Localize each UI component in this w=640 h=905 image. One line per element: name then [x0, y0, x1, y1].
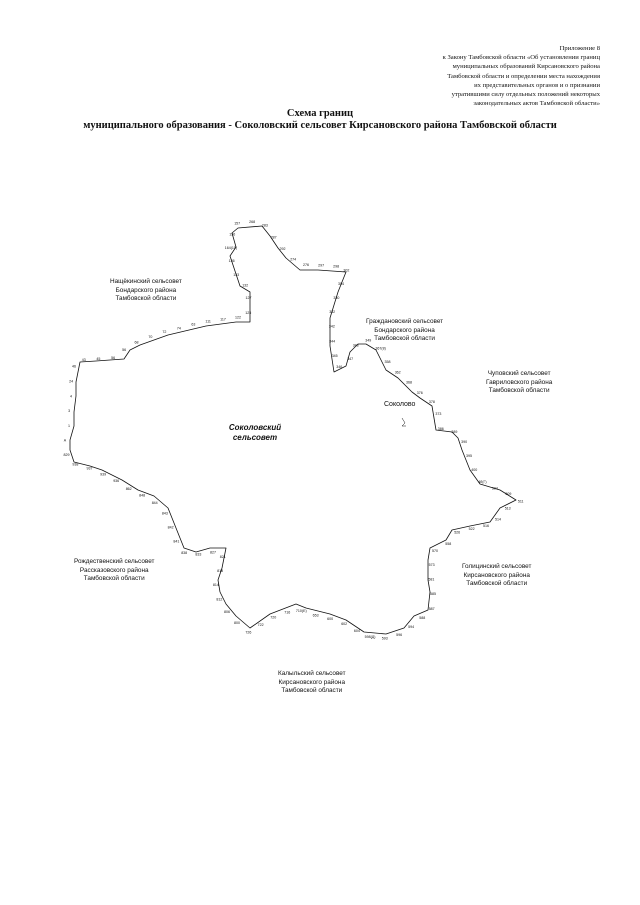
- boundary-point-label: 283: [261, 223, 268, 228]
- village-label: Соколово: [384, 401, 416, 408]
- boundary-point-label: 157: [234, 221, 241, 226]
- boundary-point-label: 344: [329, 339, 336, 344]
- boundary-point-label: 726: [245, 630, 252, 635]
- neighbor-label-rozhdestvensky: [74, 558, 154, 584]
- boundary-point-label: 716: [284, 610, 291, 615]
- boundary-point-label: 389: [451, 429, 458, 434]
- neighbor-label-line: Тамбовской области: [115, 295, 177, 303]
- boundary-point-label: 45: [96, 356, 101, 361]
- boundary-point-label: 862: [125, 487, 132, 492]
- boundary-point-label: 522: [468, 527, 475, 532]
- boundary-point-label: 164(10): [224, 245, 238, 250]
- neighbor-label-nashchekinsky: [110, 278, 182, 304]
- boundary-point-label: 598(Д): [364, 635, 376, 640]
- boundary-point-label: 342: [328, 324, 335, 329]
- boundary-point-label: 514: [495, 517, 501, 522]
- boundary-point-label: 814: [212, 583, 219, 588]
- boundary-point-label: 833: [195, 552, 202, 557]
- boundary-point-label: 304: [338, 282, 344, 287]
- boundary-point-label: 297: [318, 263, 325, 268]
- boundary-point-label: 509: [505, 491, 512, 496]
- boundary-point-label: 358: [384, 360, 391, 365]
- appendix-line: к Закону Тамбовской области «Об установлении границ: [442, 54, 600, 62]
- boundary-point-label: 511: [517, 499, 524, 504]
- boundary-point-label: 330: [333, 296, 340, 300]
- boundary-point-label: 570: [432, 548, 438, 553]
- boundary-point-label: 526: [454, 530, 461, 535]
- boundary-point-label: 43: [81, 358, 86, 363]
- boundary-point-label: А: [63, 438, 67, 443]
- boundary-point-label: 585: [430, 592, 436, 597]
- neighbor-label-line: Гавриловского района: [486, 378, 553, 386]
- boundary-point-label: 74: [176, 326, 181, 331]
- neighbor-label-line: Кирсановского района: [278, 678, 346, 686]
- municipality-name: [215, 423, 295, 443]
- municipality-name-line: Соколовский: [228, 423, 282, 432]
- neighbor-label-chupovsky: [486, 370, 552, 396]
- boundary-point-label: 376: [416, 391, 423, 396]
- boundary-point-label: 70: [148, 335, 153, 340]
- boundary-point-label: 806: [224, 610, 230, 614]
- boundary-point-label: 24: [69, 379, 74, 384]
- appendix-line: Приложение 8: [559, 45, 600, 52]
- boundary-point-label: 378: [428, 399, 435, 404]
- neighbor-label-line: Тамбовской области: [488, 387, 550, 395]
- appendix-line: Тамбовской области и определении места нахождения: [447, 72, 600, 80]
- boundary-point-label: 843: [161, 511, 168, 516]
- boundary-point-label: 56: [122, 348, 127, 353]
- boundary-point-label: 390: [461, 439, 468, 444]
- neighbor-label-line: Тамбовской области: [281, 687, 343, 695]
- boundary-point-label: 136: [228, 259, 235, 264]
- boundary-point-label: 292: [279, 247, 286, 252]
- boundary-point-label: 1: [68, 424, 70, 429]
- boundary-point-label: 72: [162, 330, 167, 334]
- municipality-name-line: сельсовет: [232, 433, 278, 442]
- boundary-point-label: 348: [352, 343, 359, 348]
- boundary-point-label: 68: [134, 340, 139, 345]
- boundary-point-label: 133: [233, 273, 240, 277]
- boundary-point-label: 800: [234, 621, 240, 625]
- boundary-point-label: 844: [151, 501, 158, 505]
- boundary-point-label: 302: [343, 268, 350, 273]
- boundary-point-label: 298: [333, 264, 340, 269]
- boundary-point-label: 156: [229, 232, 236, 237]
- appendix-line: законодательных актов Тамбовской области»: [473, 100, 600, 108]
- neighbor-label-line: Чуповский сельсовет: [487, 370, 551, 377]
- boundary-point-label: 117: [220, 317, 226, 322]
- boundary-point-label: 368: [406, 380, 412, 385]
- boundary-point-label: 4: [70, 394, 72, 399]
- neighbor-label-line: Тамбовской области: [466, 580, 528, 588]
- boundary-point-label: 588: [419, 616, 426, 620]
- neighbor-label-line: Тамбовской области: [83, 575, 145, 583]
- boundary-point-label: 558: [445, 542, 452, 546]
- neighbor-label-line: Калыльский сельсовет: [278, 670, 346, 677]
- boundary-point-label: 937: [86, 466, 93, 471]
- boundary-point-label: 936: [113, 479, 120, 484]
- boundary-point-label: 4б(Г): [478, 480, 487, 485]
- boundary-point-label: 513: [504, 506, 511, 511]
- neighbor-label-line: Рассказовского района: [79, 566, 149, 574]
- boundary-point-label: 3: [68, 409, 71, 414]
- neighbor-label-line: Голицинский сельсовет: [462, 563, 532, 570]
- boundary-point-label: 848: [139, 493, 146, 498]
- appendix-line: их представительных органов и о признании: [474, 81, 600, 89]
- neighbor-label-golitsinsky: [462, 563, 531, 589]
- boundary-point-label: 594: [408, 625, 415, 630]
- boundary-point-label: 400: [471, 467, 478, 472]
- boundary-point-label: 274: [290, 257, 297, 262]
- boundary-point-label: 345: [331, 353, 338, 358]
- boundary-point-label: 367(8): [375, 346, 386, 351]
- boundary-point-label: 63: [191, 322, 196, 327]
- boundary-point-label: 812: [216, 597, 223, 602]
- boundary-point-label: 818: [217, 569, 224, 574]
- boundary-point-label: 829: [63, 453, 70, 458]
- boundary-point-label: 604: [353, 629, 360, 634]
- neighbor-label-grazhdanovsky: [366, 318, 443, 344]
- boundary-point-label: 939: [100, 472, 107, 477]
- boundary-point-label: 593: [381, 636, 388, 641]
- boundary-point-label: 362: [394, 370, 401, 375]
- map-title: Схема границ: [286, 108, 354, 119]
- boundary-point-label: 821: [219, 554, 226, 559]
- boundary-point-label: 46: [72, 364, 76, 369]
- boundary-point-label: 287: [270, 235, 277, 240]
- boundary-point-label: 395: [466, 454, 472, 458]
- boundary-point-label: 332: [329, 309, 336, 314]
- neighbor-label-line: Бондарского района: [115, 286, 177, 294]
- boundary-point-label: 596: [396, 633, 403, 637]
- neighbor-label-line: Нащёкинский сельсовет: [110, 278, 182, 285]
- boundary-point-label: 347: [347, 356, 354, 361]
- boundary-point-label: 938: [72, 462, 79, 467]
- boundary-point-label: 581: [428, 577, 435, 582]
- boundary-point-label: 827: [210, 550, 216, 555]
- boundary-point-label: 132: [242, 283, 249, 288]
- neighbor-label-line: Рождественский сельсовет: [74, 558, 155, 565]
- boundary-point-label: 516: [483, 524, 489, 529]
- boundary-point-label: 349: [365, 338, 372, 343]
- boundary-point-label: 56: [111, 355, 116, 360]
- neighbor-label-line: Тамбовской области: [374, 335, 435, 343]
- neighbor-label-kalyevsky: [278, 670, 346, 696]
- neighbor-label-line: Бондарского района: [374, 326, 435, 334]
- neighbor-label-line: Граждановский сельсовет: [366, 318, 444, 325]
- neighbor-label-line: Кирсановского района: [463, 571, 530, 579]
- boundary-point-label: 600: [327, 616, 334, 621]
- appendix-line: утратившими силу отдельных положений некоторых: [451, 91, 600, 99]
- boundary-point-label: 276: [303, 263, 309, 268]
- boundary-point-label: 653: [312, 613, 319, 618]
- boundary-point-label: 111: [205, 319, 211, 324]
- boundary-point-label: 127: [245, 296, 252, 301]
- boundary-point-label: 720: [270, 615, 277, 620]
- boundary-point-label: 841: [173, 539, 180, 544]
- boundary-point-label: 373: [435, 412, 442, 417]
- boundary-point-label: 602: [341, 621, 348, 626]
- boundary-point-label: 573: [428, 562, 435, 567]
- boundary-point-label: 122: [235, 315, 241, 320]
- boundary-point-label: 842: [167, 525, 174, 530]
- map-subtitle: муниципального образования - Соколовский сельсовет Кирсановского района Тамбовской области: [83, 120, 557, 131]
- boundary-point-label: 125: [245, 310, 252, 315]
- boundary-point-label: 346: [336, 365, 343, 370]
- boundary-point-label: 386: [437, 427, 444, 431]
- boundary-point-label: 268: [249, 220, 256, 224]
- boundary-point-label: 838: [181, 551, 188, 556]
- river-line: [402, 418, 406, 426]
- appendix-line: муниципальных образований Кирсановского района: [452, 63, 600, 71]
- boundary-point-label: 710(Е): [295, 609, 307, 614]
- boundary-point-label: 722: [257, 623, 264, 628]
- boundary-point-label: 504: [491, 486, 498, 491]
- boundary-point-label: 587: [428, 606, 435, 611]
